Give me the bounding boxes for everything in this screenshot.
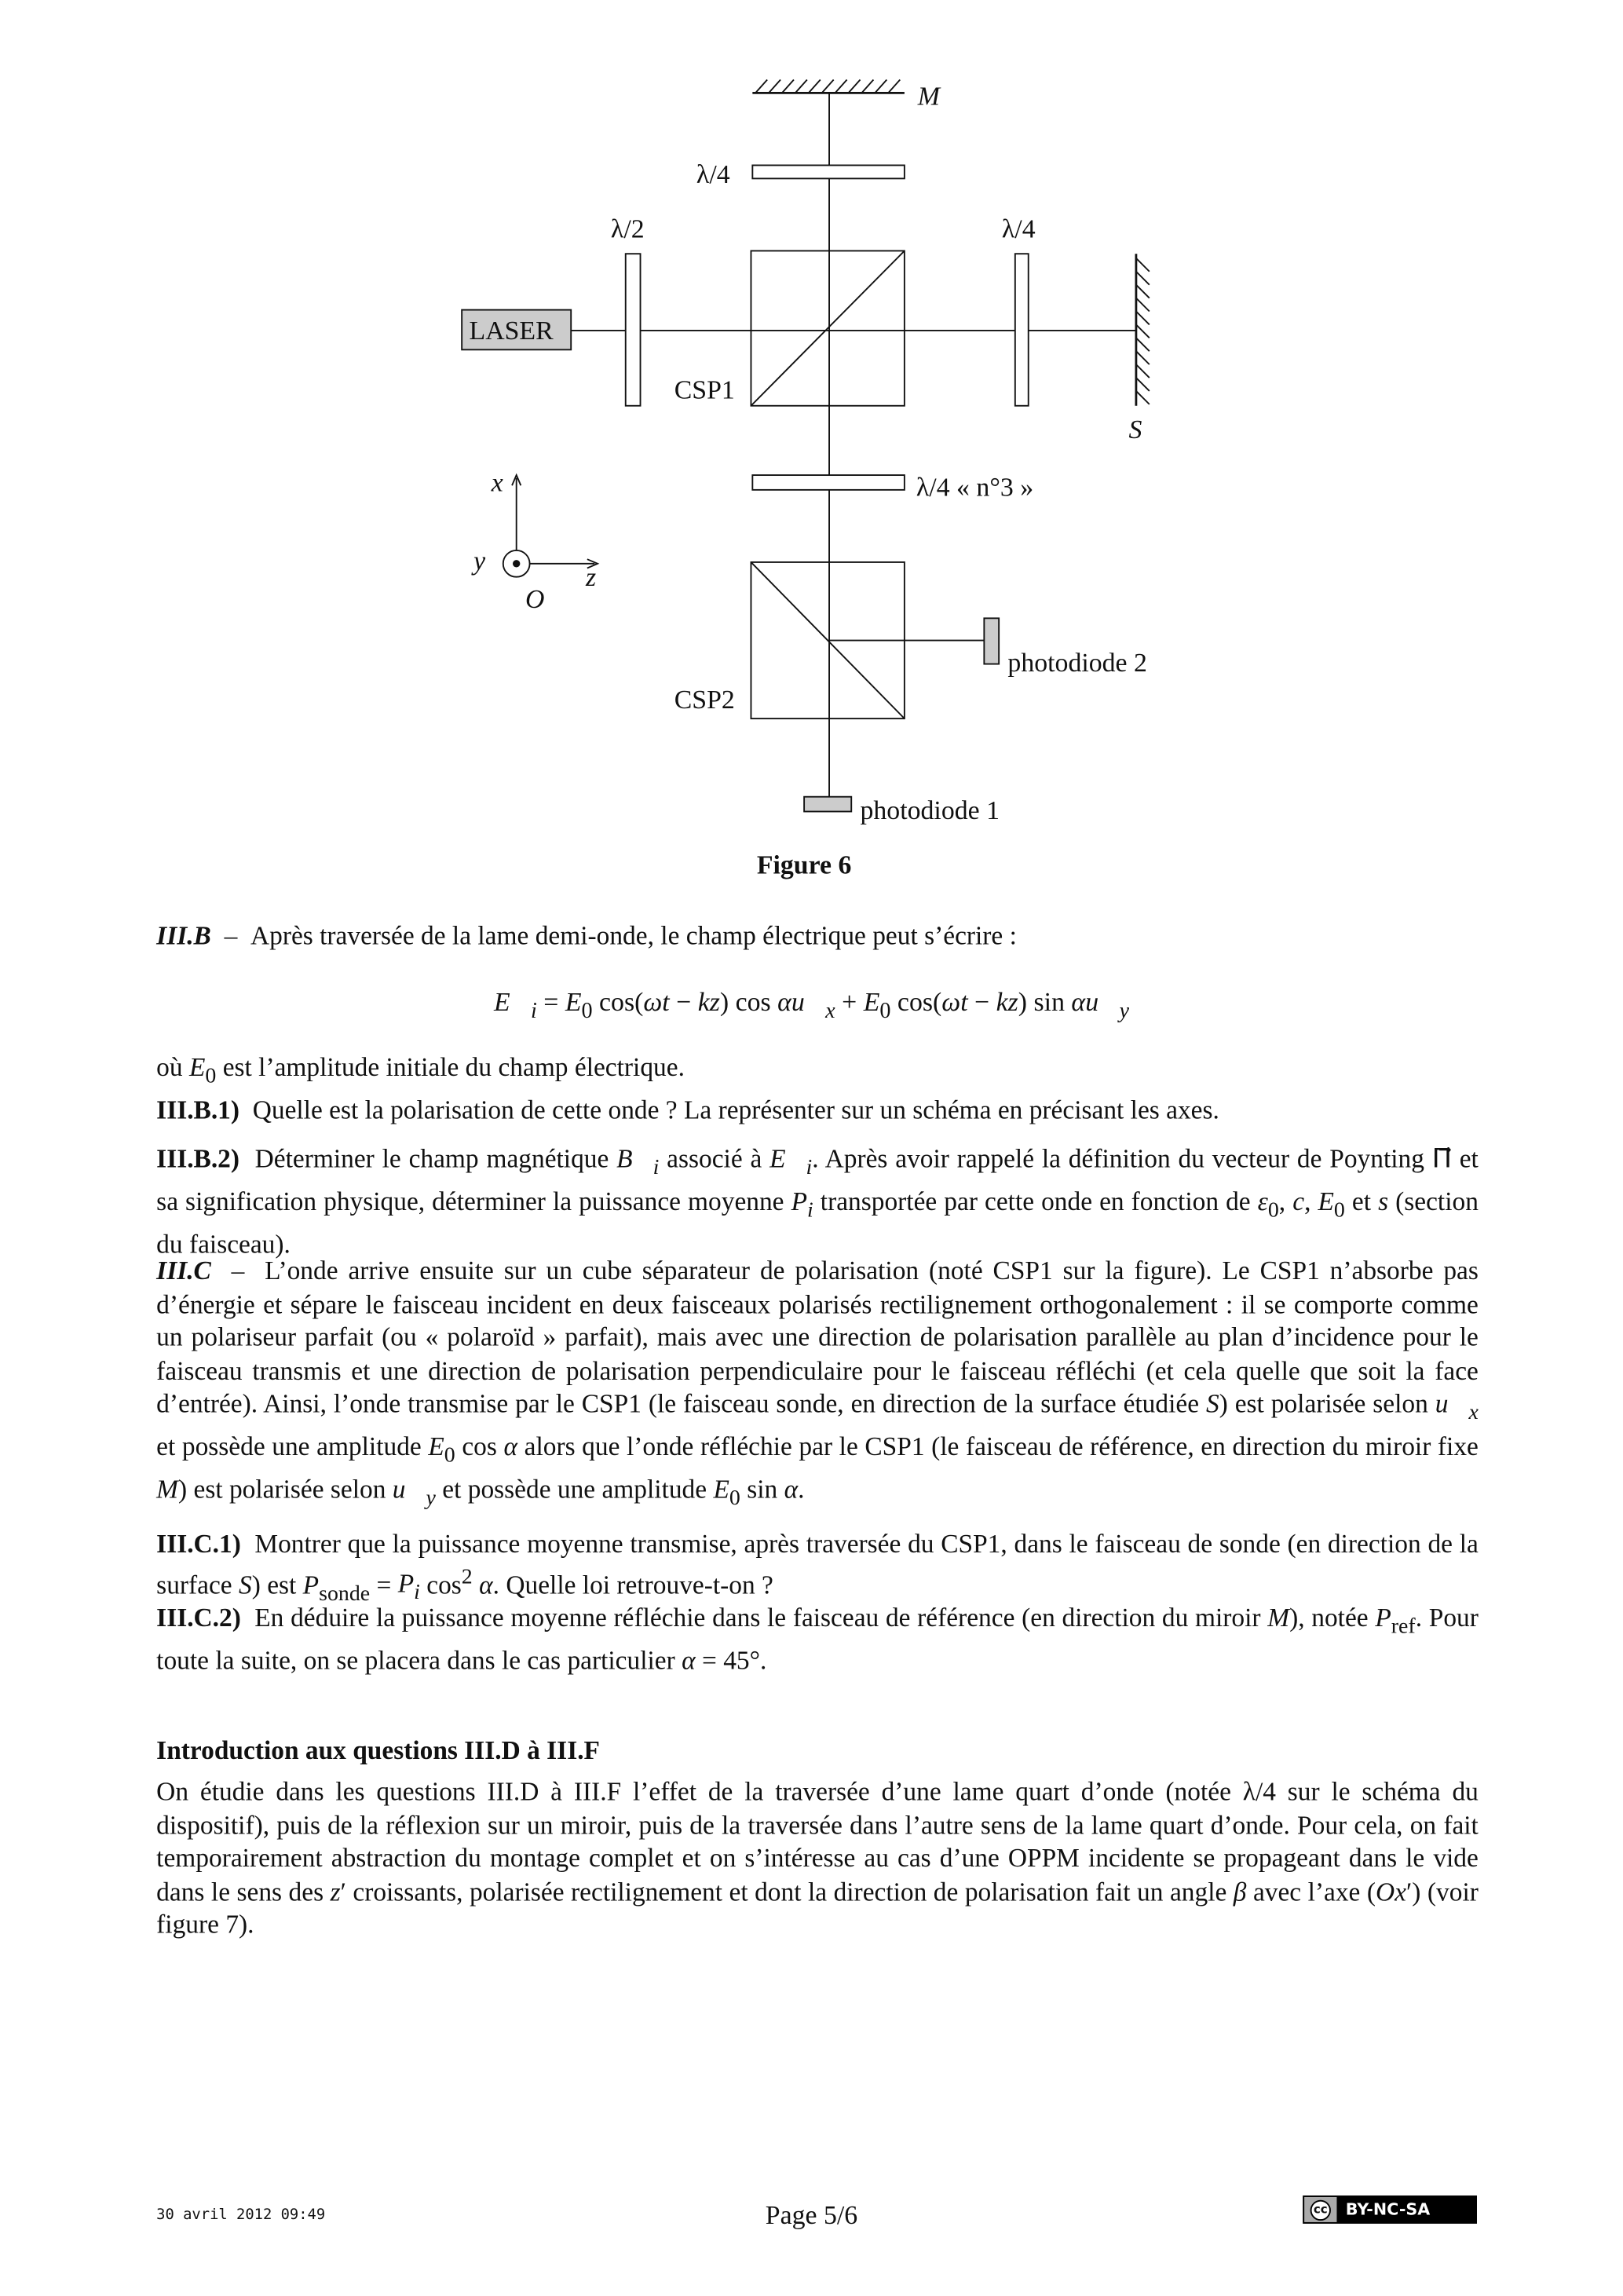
label-csp2: CSP2 bbox=[674, 685, 735, 715]
label-origin: O bbox=[525, 585, 545, 615]
intro-heading: Introduction aux questions III.D à III.F bbox=[156, 1735, 600, 1765]
cc-license-badge bbox=[1303, 2195, 1477, 2224]
equation-ei: $E⃗_i = E_0$ cos(ωt − kz) $\cos \alpha u⃗_x + E_0$ cos(ωt − kz) $\sin \alpha u⃗_y$ bbox=[493, 987, 1129, 1024]
label-axis-x: x bbox=[491, 468, 503, 498]
mirror-m bbox=[752, 79, 905, 93]
csp1-cube bbox=[751, 250, 904, 405]
label-axis-z: z bbox=[586, 563, 597, 593]
intro-paragraph: On étudie dans les questions III.D à III.F l’effet de la traversée d’une lame quart d’onde (notée λ/4 sur le schéma du dispositif), puis de la réflexion sur un miroir, puis de la traversée dans l’autre sens de la lame quart d’onde. Pour cela, on fait temporairement abstraction du montage complet et on s’intéresse au cas d’une OPPM incidente se propageant dans le vide dans le sens des z′ croissants, polarisée rectilignement et dont la direction de polarisation fait un angle β avec l’axe (Ox′) (voir figure 7). bbox=[156, 1776, 1479, 1940]
section-iiic: III.C – L’onde arrive ensuite sur un cube séparateur de polarisation (noté CSP1 sur la figure). Le CSP1 n’absorbe pas d’énergie et sépare le faisceau incident en deux faisceaux polarisés rectilignement orthogonalement : il se comporte comme un polariseur parfait (ou « polaroïd » parfait), mais avec une direction de polarisation parallèle au plan d’incidence pour le faisceau transmis et une direction de polarisation perpendiculaire pour le faisceau réfléchi (et cela quelle que soit la face d’entrée). Ainsi, l’onde transmise par le CSP1 (le faisceau sonde, en direction de la surface étudiée S) est polarisée selon $u⃗_x$ et possède une amplitude $E_0$ cos α alors que l’onde réfléchie par le CSP1 (le faisceau de référence, en direction du miroir fixe M) est polarisée selon $u⃗_y$ et possède une amplitude $E_0$ sin α. bbox=[156, 1256, 1479, 1511]
quarter-wave-plate-top bbox=[752, 165, 905, 178]
footer-page-number: Page 5/6 bbox=[765, 2199, 858, 2230]
label-photodiode2: photodiode 2 bbox=[1007, 648, 1147, 678]
label-csp1: CSP1 bbox=[674, 375, 735, 405]
figure-caption: Figure 6 bbox=[756, 850, 852, 880]
quarter-wave-plate-right bbox=[1015, 254, 1029, 406]
mirror-s bbox=[1136, 254, 1150, 406]
label-half-wave: λ/2 bbox=[610, 214, 645, 244]
label-quarter-wave-right: λ/4 bbox=[1001, 214, 1036, 244]
paragraph-e0: où $E_0$ est l’amplitude initiale du champ électrique. bbox=[156, 1051, 685, 1088]
label-m: M bbox=[917, 82, 940, 112]
photodiode-2 bbox=[984, 618, 999, 664]
half-wave-plate bbox=[626, 254, 641, 406]
axes-icon bbox=[503, 475, 598, 577]
question-iiib1: III.B.1) Quelle est la polarisation de cette onde ? La représenter sur un schéma en précisant les axes. bbox=[156, 1095, 1219, 1124]
quarter-wave-plate-3 bbox=[752, 475, 905, 490]
question-iiib2: III.B.2) Déterminer le champ magnétique $B⃗_i$ associé à $E⃗_i$. Après avoir rappelé la définition du vecteur de Poynting Π⃗ et sa signification physique, déterminer la puissance moyenne $P_i$ transportée par cette onde en fonction de $\varepsilon_0$, c, $E_0$ et s (section du faisceau). bbox=[156, 1143, 1479, 1260]
question-iiic1: III.C.1) Montrer que la puissance moyenne transmise, après traversée du CSP1, dans le faisceau de sonde (en direction de la surface S) est $P_{sonde} = P_i$ $\cos^2 \alpha$. Quelle loi retrouve-t-on ? bbox=[156, 1528, 1479, 1606]
label-axis-y: y bbox=[473, 547, 486, 576]
cc-icon: cc bbox=[1310, 2199, 1331, 2220]
label-quarter-wave-3: λ/4 « n°3 » bbox=[916, 473, 1034, 503]
label-photodiode1: photodiode 1 bbox=[860, 795, 1000, 825]
label-quarter-wave-top: λ/4 bbox=[696, 160, 730, 190]
license-label: BY-NC-SA bbox=[1345, 2199, 1431, 2220]
photodiode-1 bbox=[804, 797, 851, 812]
figure-6-diagram bbox=[0, 0, 1623, 885]
label-laser: LASER bbox=[469, 316, 554, 346]
question-iiic2: III.C.2) En déduire la puissance moyenne réfléchie dans le faisceau de référence (en direction du miroir M), notée $P_{ref}$. Pour toute la suite, on se placera dans le cas particulier α = 45°. bbox=[156, 1602, 1479, 1675]
section-iiib-intro: III.B – Après traversée de la lame demi-onde, le champ électrique peut s’écrire : bbox=[156, 920, 1017, 951]
footer-date: 30 avril 2012 09:49 bbox=[156, 2207, 326, 2224]
label-s: S bbox=[1128, 415, 1142, 445]
